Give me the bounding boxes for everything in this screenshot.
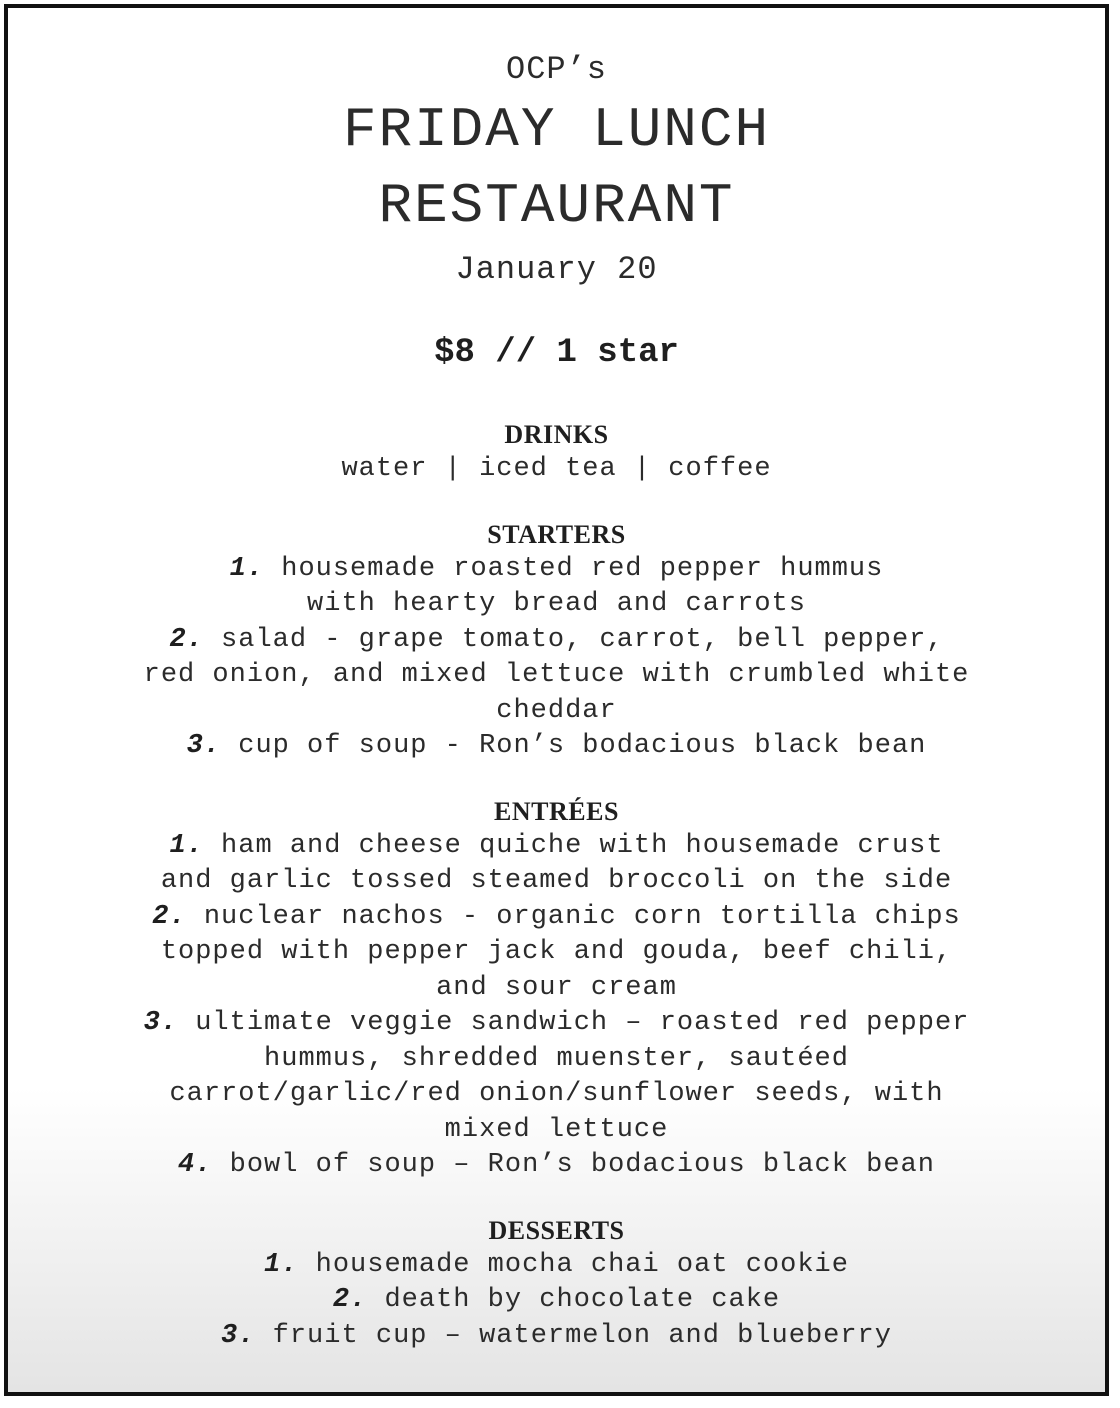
entree-item-4-number: 4. <box>178 1150 213 1180</box>
entree-item-3-line-2: hummus, shredded muenster, sautéed <box>264 1043 849 1074</box>
entree-item-2-number: 2. <box>152 901 187 932</box>
starter-item-1-line-1 <box>8 552 1105 588</box>
drinks-list: water | iced tea | coffee <box>341 454 772 484</box>
entree-item-3-line-4: mixed lettuce <box>444 1114 669 1145</box>
starter-item-2-number: 2. <box>169 624 204 655</box>
desserts-section <box>8 1214 1105 1355</box>
desserts-heading: DESSERTS <box>488 1215 625 1245</box>
entree-item-2-line-2: topped with pepper jack and gouda, beef chili, <box>160 937 953 967</box>
dessert-item-1-text: housemade mocha chai oat cookie <box>298 1249 849 1280</box>
dessert-item-1-number: 1. <box>264 1249 299 1280</box>
entrees-section <box>8 795 1105 1184</box>
entree-item-3-text: ultimate veggie sandwich – roasted red pepper <box>178 1008 970 1038</box>
starter-item-2-line-2: red onion, and mixed lettuce with crumbled white <box>143 660 970 690</box>
entree-item-1-text: ham and cheese quiche with housemade crust <box>203 830 944 861</box>
dessert-item-3-text: fruit cup – watermelon and blueberry <box>255 1320 892 1351</box>
dessert-item-3-number: 3. <box>221 1320 256 1351</box>
entree-item-1-line-1 <box>8 829 1105 865</box>
dessert-item-1-line-1 <box>8 1248 1105 1284</box>
menu-content <box>8 48 1105 1384</box>
starter-item-1-number: 1. <box>229 553 265 584</box>
menu-date: January 20 <box>455 251 658 288</box>
dessert-item-2-text: death by chocolate cake <box>367 1285 781 1315</box>
entree-item-3-number: 3. <box>143 1008 179 1038</box>
starter-item-3-number: 3. <box>186 731 222 761</box>
starter-item-2-text: salad - grape tomato, carrot, bell pepper, <box>203 624 944 655</box>
starter-item-1-text: housemade roasted red pepper hummus <box>264 553 884 584</box>
starter-item-2-line-1 <box>8 623 1105 659</box>
dessert-item-3-line-1 <box>8 1319 1105 1355</box>
entrees-heading: ENTRÉES <box>494 796 619 826</box>
starters-heading: STARTERS <box>487 519 626 549</box>
menu-title-line-1: FRIDAY LUNCH <box>342 98 771 162</box>
menu-title-line-2: RESTAURANT <box>378 174 735 238</box>
starter-item-2-line-3: cheddar <box>496 695 617 726</box>
entree-item-2-line-1 <box>8 900 1105 936</box>
drinks-heading: DRINKS <box>504 420 609 449</box>
menu-price: $8 // 1 star <box>434 334 679 372</box>
dessert-item-2-line-1 <box>8 1283 1105 1319</box>
entree-item-3-line-3: carrot/garlic/red onion/sunflower seeds, with <box>169 1079 944 1109</box>
entree-item-3-line-1 <box>8 1006 1105 1042</box>
starter-item-3-line-1 <box>8 729 1105 765</box>
entree-item-1-line-2: and garlic tossed steamed broccoli on the side <box>160 866 953 896</box>
menu-page <box>4 4 1109 1396</box>
entree-item-2-line-3: and sour cream <box>436 972 677 1003</box>
entree-item-4-line-1 <box>8 1148 1105 1184</box>
entree-item-1-number: 1. <box>169 830 204 861</box>
entree-item-4-text: bowl of soup – Ron’s bodacious black bean <box>212 1150 935 1180</box>
starter-item-1-line-2: with hearty bread and carrots <box>307 589 806 619</box>
entree-item-2-text: nuclear nachos - organic corn tortilla chips <box>186 901 961 932</box>
dessert-item-2-number: 2. <box>332 1285 368 1315</box>
starter-item-3-text: cup of soup - Ron’s bodacious black bean <box>221 731 927 761</box>
menu-subtitle: OCP’s <box>505 51 607 88</box>
drinks-section <box>8 418 1105 488</box>
starters-section <box>8 518 1105 765</box>
